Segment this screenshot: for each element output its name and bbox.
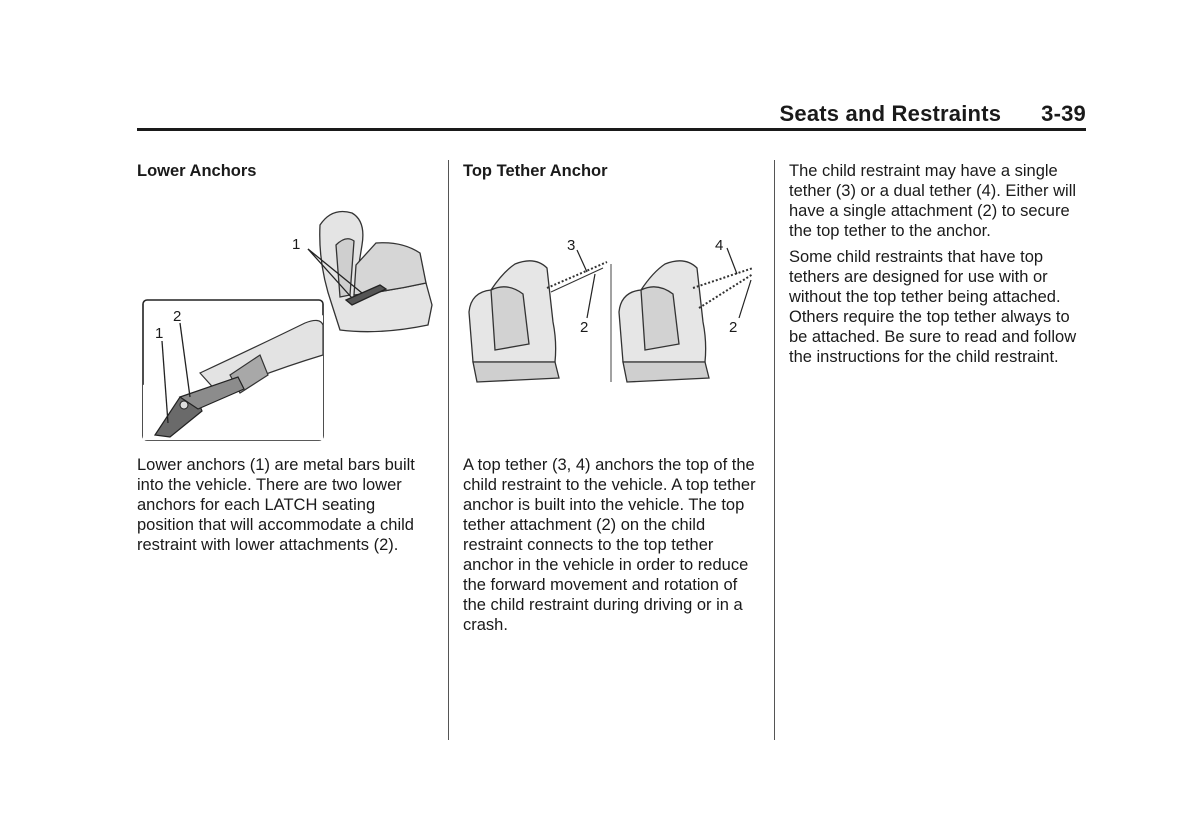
column-lower-anchors-body [137, 455, 433, 555]
header-rule [137, 128, 1086, 131]
column-divider-2 [774, 160, 775, 740]
page-number: 3-39 [1041, 101, 1086, 126]
column-top-tether [463, 161, 763, 181]
lower-anchors-illustration [140, 205, 440, 443]
top-tether-text: A top tether (3, 4) anchors the top of the child restraint to the vehicle. A top tether anchor is built into the vehicle. The top tether attachment (2) on the child restraint connects to the top tether anchor in the vehicle in order to reduce the forward movement and rotation of the child restraint during driving or in a crash. [463, 456, 756, 634]
top-tether-heading: Top Tether Anchor [463, 162, 608, 180]
single-tether-seat [469, 261, 559, 382]
column-top-tether-body [463, 455, 763, 635]
page-header [780, 101, 1086, 127]
tether-types-text: The child restraint may have a single tether (3) or a dual tether (4). Either will have a single attachment (2) to secure the top tether to the anchor. [789, 162, 1077, 240]
tether-requirements-text: Some child restraints that have top tethers are designed for use with or without the top tether being attached. Others require the top tether always to be attached. Be sure to read and follow the instructions for the child restraint. [789, 248, 1077, 366]
column-tether-details [789, 161, 1085, 367]
lower-anchors-heading: Lower Anchors [137, 162, 257, 180]
fig2-label-2-left: 2 [580, 319, 589, 336]
inset-detail [143, 300, 323, 440]
section-title: Seats and Restraints [779, 101, 1002, 126]
column-lower-anchors [137, 161, 433, 181]
dual-tether-seat [619, 261, 709, 382]
fig1-label-1-inset: 1 [155, 325, 164, 342]
top-tether-illustration [463, 232, 763, 392]
fig2-label-3: 3 [567, 237, 576, 254]
fig1-label-1-top: 1 [292, 236, 301, 253]
fig2-label-2-right: 2 [729, 319, 738, 336]
fig2-label-4: 4 [715, 237, 724, 254]
fig1-label-2-inset: 2 [173, 308, 182, 325]
column-divider-1 [448, 160, 449, 740]
lower-anchors-text: Lower anchors (1) are metal bars built into the vehicle. There are two lower anchors for each LATCH seating position that will accommodate a child restraint with lower attachments (2). [137, 456, 415, 554]
